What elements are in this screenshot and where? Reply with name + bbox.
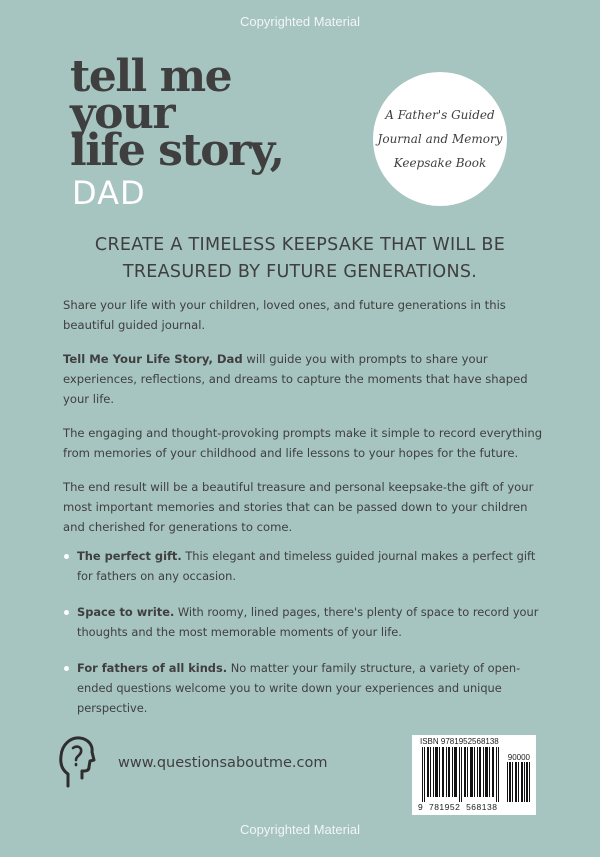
- bullet-icon: [64, 554, 69, 559]
- feature-text: This elegant and timeless guided journal makes a perfect gift for fathers on any occasion.: [77, 549, 536, 583]
- barcode-bars: [422, 747, 502, 802]
- headline: CREATE A TIMELESS KEEPSAKE THAT WILL BE TREASURED BY FUTURE GENERATIONS.: [94, 235, 506, 282]
- title-line-3: life story,: [70, 125, 284, 176]
- copyright-watermark-bottom: Copyrighted Material: [240, 822, 360, 837]
- bullet-icon: [64, 610, 69, 615]
- paragraph-2: [63, 349, 547, 409]
- badge-text: A Father's Guided Journal and Memory Keepsake Book: [377, 108, 503, 170]
- paragraph-2-text: will guide you with prompts to share your experiences, reflections, and dreams to capture the moments that have shaped your life.: [63, 352, 528, 406]
- badge-circle: [373, 72, 507, 206]
- paragraph-2-title: Tell Me Your Life Story, Dad: [63, 352, 243, 366]
- price-code: 90000: [507, 753, 530, 762]
- copyright-watermark-top: Copyrighted Material: [240, 14, 360, 29]
- list-item: [63, 546, 553, 586]
- head-profile-icon: [58, 734, 96, 790]
- title-line-2: your: [70, 88, 175, 139]
- feature-title: For fathers of all kinds.: [77, 661, 228, 675]
- list-item: [63, 602, 553, 642]
- paragraph-3: The engaging and thought-provoking prompts make it simple to record everything from memories of your childhood and life lessons to your hopes for the future.: [63, 426, 543, 460]
- feature-title: Space to write.: [77, 605, 175, 619]
- ean-right: 568138: [466, 802, 498, 812]
- publisher-url[interactable]: www.questionsaboutme.com: [118, 755, 328, 771]
- ean-left: 781952: [428, 802, 461, 812]
- book-subtitle: DAD: [72, 174, 146, 212]
- isbn-label: ISBN 9781952568138: [420, 737, 499, 746]
- isbn-barcode: [412, 735, 536, 815]
- paragraph-4: The end result will be a beautiful treasure and personal keepsake-the gift of your most important memories and stories that can be passed down to your children and cherished for generations to come.: [63, 480, 534, 534]
- description: [63, 295, 547, 551]
- feature-text: With roomy, lined pages, there's plenty of space to record your thoughts and the most memorable moments of your life.: [77, 605, 539, 639]
- paragraph-1: Share your life with your children, loved ones, and future generations in this beautiful guided journal.: [63, 298, 506, 332]
- feature-list: [63, 546, 553, 734]
- price-barcode-bars: [507, 762, 531, 802]
- bullet-icon: [64, 666, 69, 671]
- ean-prefix: 9: [418, 802, 424, 812]
- feature-title: The perfect gift.: [77, 549, 182, 563]
- title-line-1: tell me: [70, 51, 232, 102]
- list-item: [63, 658, 553, 718]
- ean-digits: [418, 802, 533, 812]
- book-title: [70, 51, 284, 176]
- feature-text: No matter your family structure, a variety of open-ended questions welcome you to write down your experiences and unique perspective.: [77, 661, 521, 715]
